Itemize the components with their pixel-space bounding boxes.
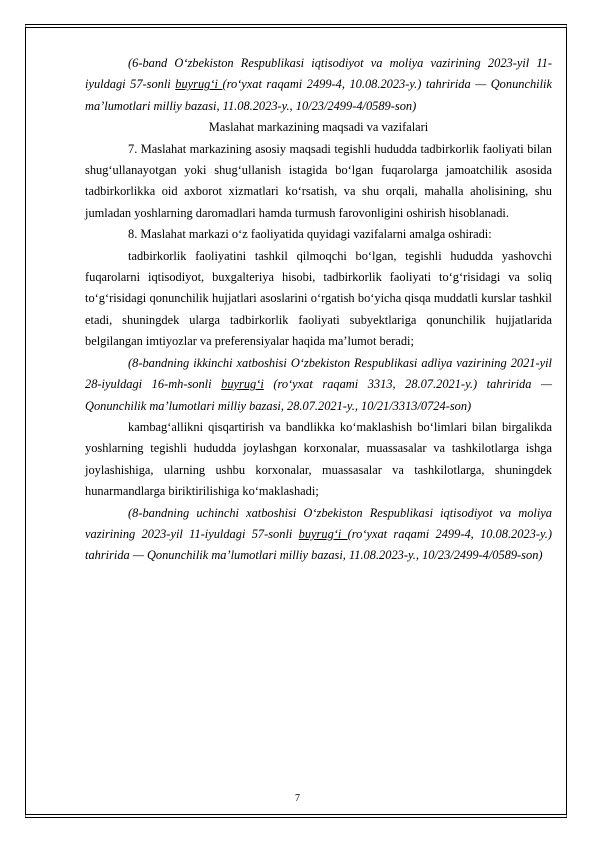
note-text: (ro‘yxat raqami 3313, 28.07.2021-y.) tahririda — Qonunchilik ma’lumotlari milliy bazasi, 28.07.2021-y., 10/21/3313/0724-son)	[85, 377, 552, 413]
section-heading: Maslahat markazining maqsadi va vazifalari	[208, 120, 429, 135]
amendment-note-2	[85, 353, 552, 417]
paragraph-8-item-2: kambag‘allikni qisqartirish va bandlikka ko‘maklashish bo‘limlari bilan birgalikda yoshlarning tegishli hududda joylashgan korxonalar, muassasalar va tashkilotlarga ishga joylashishiga, ularning ushbu korxonalar, muassasalar va tashkilotlarga, shuningdek hunarmandlarga biriktirilishiga ko‘maklashadi;	[85, 419, 552, 499]
amendment-note-3	[85, 503, 552, 567]
note-text: (ro‘yxat raqami 2499-4, 10.08.2023-y.) tahririda — Qonunchilik ma’lumotlari milliy bazasi, 11.08.2023-y., 10/23/2499-4/0589-son)	[85, 77, 552, 113]
amendment-note-1	[85, 53, 552, 117]
page-number: 7	[295, 793, 300, 804]
note-text: (6-band O‘zbekiston Respublikasi iqtisodiyot va moliya vazirining 2023-yil 11-iyuldagi 57-sonli	[85, 56, 552, 92]
note-text: (8-bandning uchinchi xatboshisi O‘zbekiston Respublikasi iqtisodiyot va moliya vazirining 2023-yil 11-iyuldagi 57-sonli	[85, 505, 552, 541]
order-link[interactable]: buyrug‘i	[175, 77, 223, 92]
order-link[interactable]: buyrug‘i	[221, 377, 264, 392]
note-text: (ro‘yxat raqami 2499-4, 10.08.2023-y.) tahririda — Qonunchilik ma’lumotlari milliy bazasi, 11.08.2023-y., 10/23/2499-4/0589-son)	[85, 526, 552, 563]
note-text: (8-bandning ikkinchi xatboshisi O‘zbekiston Respublikasi adliya vazirining 2021-yil 28-iyuldagi 16-mh-sonli	[85, 355, 552, 392]
order-link[interactable]: buyrug‘i	[298, 526, 348, 541]
paragraph-8: 8. Maslahat markazi o‘z faoliyatida quyidagi vazifalarni amalga oshiradi:	[128, 227, 492, 242]
paragraph-8-item-1: tadbirkorlik faoliyatini tashkil qilmoqchi bo‘lgan, tegishli hududda yashovchi fuqarolarni iqtisodiyot, buxgalteriya hisobi, tadbirkorlik faoliyati to‘g‘risidagi va soliq to‘g‘risidagi qonunchilik hujjatlari asoslarini o‘rgatish bo‘yicha qisqa muddatli kurslar tashkil etadi, shuningdek ularga tadbirkorlik faoliyati subyektlariga qonunchilik hujjatlarida belgilangan imtiyozlar va preferensiyalar haqida ma’lumot beradi;	[85, 248, 552, 349]
paragraph-7: 7. Maslahat markazining asosiy maqsadi tegishli hududda tadbirkorlik faoliyati bilan shug‘ullanayotgan yoki shug‘ullanish istagida bo‘lgan fuqarolarga jamoatchilik asosida tadbirkorlikka oid axborot xizmatlari ko‘rsatish, va shu orqali, mahalla aholisining, shu jumladan yoshlarning daromadlari hamda turmush farovonligini oshirish hisoblanadi.	[85, 141, 552, 220]
document-body	[85, 53, 552, 567]
